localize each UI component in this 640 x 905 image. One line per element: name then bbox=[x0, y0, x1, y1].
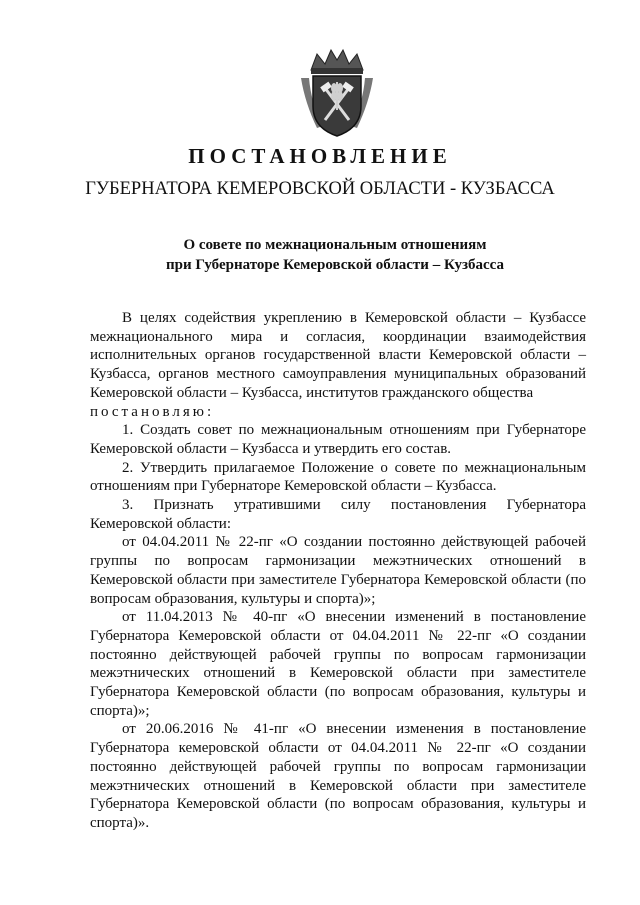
coat-of-arms-icon bbox=[297, 48, 377, 140]
preamble-paragraph: В целях содействия укреплению в Кемеровской области – Кузбассе межнационального мира и согласия, координации взаимодействия исполнительных органов государственной власти Кемеровской области – Кузбасса, органов местного самоуправления муниципальных образований Кемеровской области – Кузбасса, институтов гражданского общества bbox=[90, 310, 586, 401]
clause-3: 3. Признать утратившими силу постановления Губернатора Кемеровской области: bbox=[90, 497, 586, 532]
clause-1: 1. Создать совет по межнациональным отношениям при Губернаторе Кемеровской области – Кузбасса и утвердить его состав. bbox=[90, 422, 586, 457]
decree-word: постановляю: bbox=[90, 403, 215, 420]
issuer-title: ГУБЕРНАТОРА КЕМЕРОВСКОЙ ОБЛАСТИ - КУЗБАССА bbox=[85, 179, 555, 199]
document-type-title: ПОСТАНОВЛЕНИЕ bbox=[188, 144, 452, 168]
subject-line-1: О совете по межнациональным отношениям bbox=[183, 237, 487, 253]
clause-2: 2. Утвердить прилагаемое Положение о совете по межнациональным отношениям при Губернаторе Кемеровской области – Кузбасса. bbox=[90, 459, 586, 495]
document-subject bbox=[90, 235, 580, 275]
repealed-decree-3: от 20.06.2016 № 41-пг «О внесении изменения в постановление Губернатора кемеровской области от 04.04.2011 № 22-пг «О создании постоянно действующей рабочей группы по вопросам гармонизации межэтнических отношений в Кемеровской области при заместителе Губернатора Кемеровской области (по вопросам образования, культуры и спорта)». bbox=[90, 721, 586, 831]
document-body bbox=[90, 309, 586, 833]
subject-line-2: при Губернаторе Кемеровской области – Кузбасса bbox=[166, 257, 504, 273]
repealed-decree-1: от 04.04.2011 № 22-пг «О создании постоянно действующей рабочей группы по вопросам гармонизации межэтнических отношений в Кемеровской области при заместителе Губернатора Кемеровской области (по вопросам образования, культуры и спорта)»; bbox=[90, 534, 586, 607]
repealed-decree-2: от 11.04.2013 № 40-пг «О внесении изменений в постановление Губернатора Кемеровской области от 04.04.2011 № 22-пг «О создании постоянно действующей рабочей группы по вопросам гармонизации межэтнических отношений в Кемеровской области при заместителе Губернатора Кемеровской области (по вопросам образования, культуры и спорта)»; bbox=[90, 609, 586, 719]
